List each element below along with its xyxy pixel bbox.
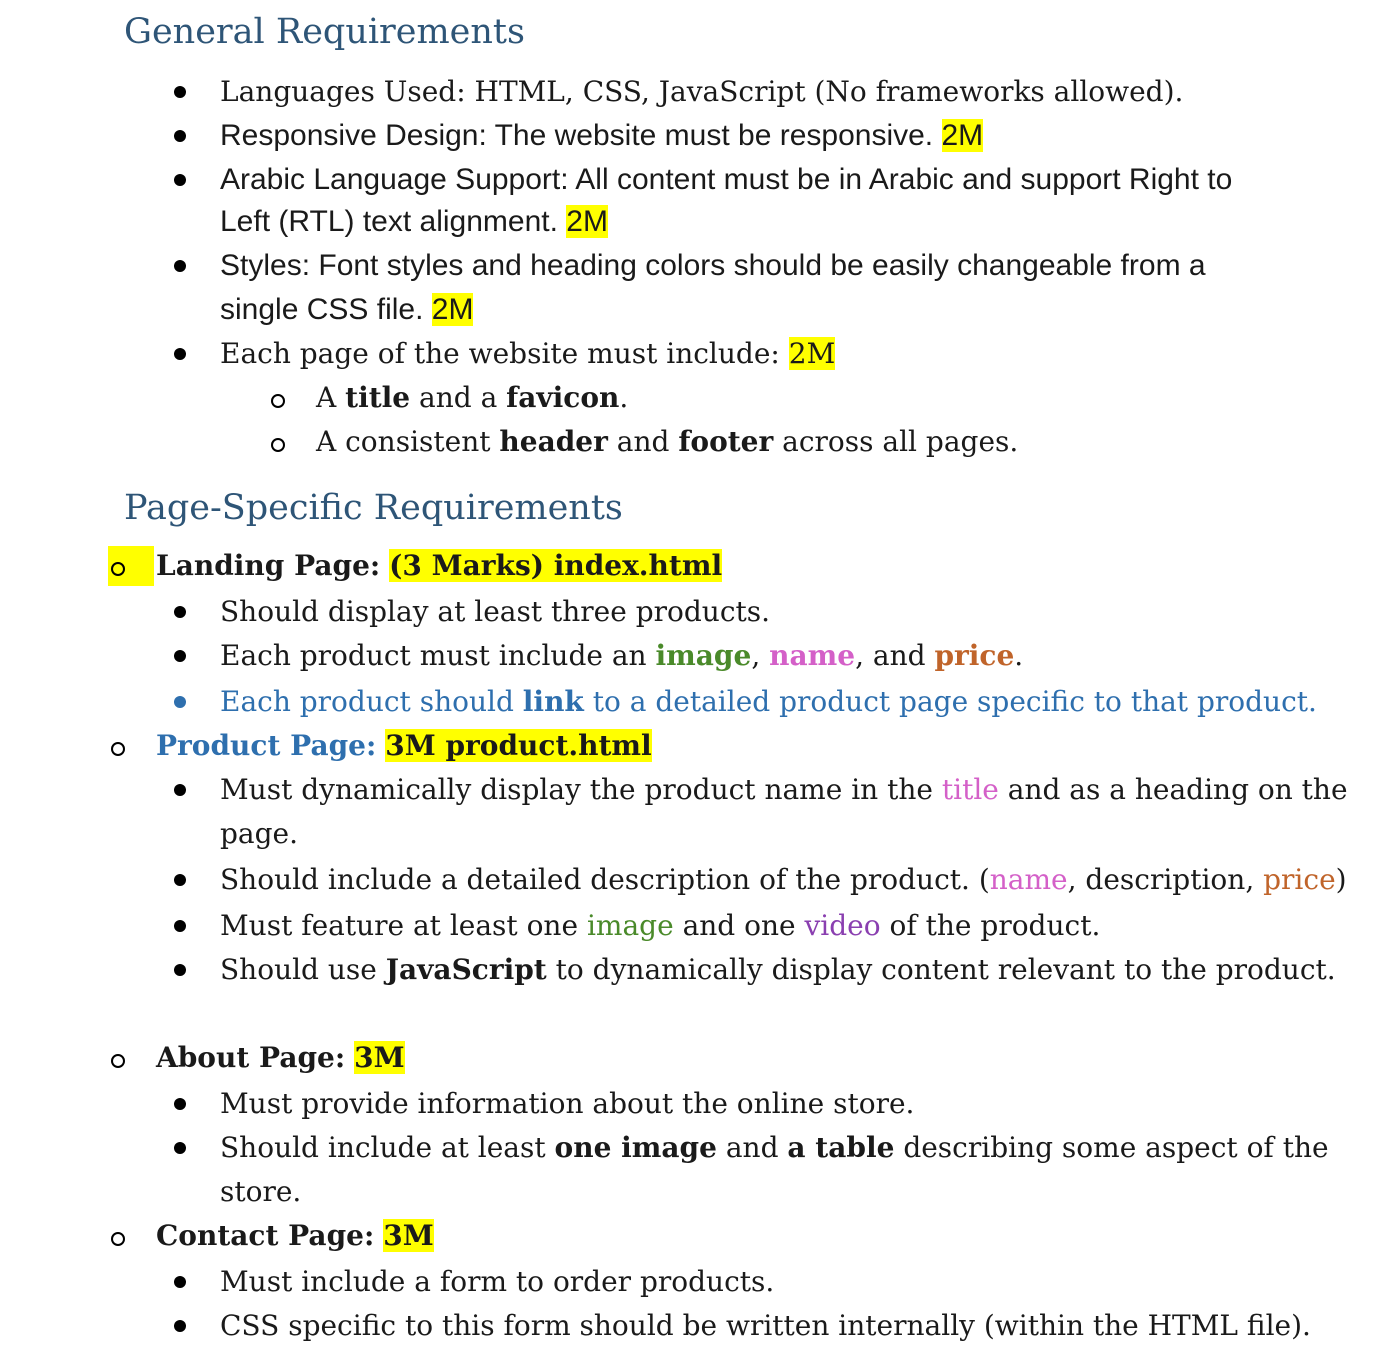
text: A	[316, 381, 337, 414]
text: of the product.	[889, 909, 1101, 942]
bullet-icon	[174, 650, 186, 662]
bullet-icon	[174, 696, 186, 708]
contact-item: Must include a form to order products.	[220, 1265, 775, 1298]
bullet-icon	[174, 174, 186, 186]
contact-item: CSS specific to this form should be written internally (within the HTML file).	[220, 1309, 1311, 1342]
general-requirements-heading: General Requirements	[124, 12, 525, 52]
title-term: title	[345, 381, 411, 414]
section-bullet-icon	[111, 1054, 125, 1068]
text: Each product should	[220, 685, 514, 718]
bullet-icon	[174, 86, 186, 98]
sub-bullet-icon	[271, 438, 285, 452]
landing-item	[220, 636, 1023, 676]
product-item	[220, 950, 1336, 990]
name-term: name	[769, 639, 856, 672]
image-term: image	[586, 909, 674, 942]
text: Should include at least	[220, 1131, 546, 1164]
about-item: Must provide information about the online store.	[220, 1087, 915, 1120]
bullet-icon	[174, 920, 186, 932]
link-term: link	[522, 685, 584, 718]
product-item	[220, 770, 1348, 810]
contact-page-title	[156, 1216, 434, 1256]
each-page-mark: 2M	[788, 337, 836, 370]
landing-label: Landing Page:	[156, 549, 381, 582]
languages-item: Languages Used: HTML, CSS, JavaScript (No frameworks allowed).	[220, 75, 1184, 108]
text: and one	[682, 909, 796, 942]
text: and as a heading on the	[1007, 773, 1348, 806]
text: , and	[855, 639, 926, 672]
each-page-item	[220, 334, 835, 374]
landing-item: Should display at least three products.	[220, 595, 771, 628]
text: and	[616, 425, 670, 458]
bullet-icon	[174, 130, 186, 142]
text: to a detailed product page specific to that product.	[592, 685, 1317, 718]
bullet-icon	[174, 1142, 186, 1154]
about-item-line2: store.	[220, 1175, 302, 1208]
styles-item-line1: Styles: Font styles and heading colors should be easily changeable from a	[220, 249, 1206, 282]
one-image-term: one image	[554, 1131, 717, 1164]
product-mark: 3M product.html	[385, 729, 652, 762]
bullet-icon	[174, 784, 186, 796]
text: to dynamically display content relevant to the product.	[555, 953, 1336, 986]
about-item	[220, 1128, 1329, 1168]
responsive-mark: 2M	[941, 119, 984, 152]
styles-mark: 2M	[431, 293, 474, 326]
product-item	[220, 906, 1100, 946]
text: A consistent	[316, 425, 491, 458]
sub-bullet-icon	[271, 394, 285, 408]
javascript-term: JavaScript	[385, 953, 547, 986]
about-mark: 3M	[354, 1041, 405, 1074]
section-bullet-icon	[111, 742, 125, 756]
header-footer-item	[316, 422, 1018, 462]
bullet-icon	[174, 1098, 186, 1110]
bullet-icon	[174, 348, 186, 360]
name-term: name	[989, 863, 1068, 896]
responsive-text: Responsive Design: The website must be responsive.	[220, 119, 934, 152]
section-bullet-icon	[111, 562, 125, 576]
header-term: header	[499, 425, 608, 458]
bullet-icon	[174, 260, 186, 272]
contact-mark: 3M	[383, 1219, 434, 1252]
styles-item-line2	[220, 290, 473, 330]
price-term: price	[934, 639, 1015, 672]
text: Must feature at least one	[220, 909, 579, 942]
arabic-item-line1: Arabic Language Support: All content must be in Arabic and support Right to	[220, 163, 1233, 196]
text: .	[1014, 639, 1024, 672]
text: .	[619, 381, 629, 414]
product-page-title	[156, 726, 652, 766]
product-item	[220, 860, 1347, 900]
table-term: a table	[787, 1131, 895, 1164]
text: Must dynamically display the product name in the	[220, 773, 933, 806]
contact-label: Contact Page:	[156, 1219, 375, 1252]
styles-text: single CSS file.	[220, 293, 424, 326]
text: Should use	[220, 953, 377, 986]
video-term: video	[804, 909, 881, 942]
text: describing some aspect of the	[903, 1131, 1329, 1164]
bullet-icon	[174, 964, 186, 976]
arabic-text: Left (RTL) text alignment.	[220, 205, 558, 238]
text: across all pages.	[782, 425, 1019, 458]
page-specific-heading: Page-Specific Requirements	[124, 488, 623, 528]
arabic-mark: 2M	[566, 205, 608, 238]
product-item-line2: page.	[220, 817, 299, 850]
product-label: Product Page:	[156, 729, 377, 762]
text: , description,	[1067, 863, 1255, 896]
text: Should include a detailed description of the product. (	[220, 863, 990, 896]
image-term: image	[655, 639, 752, 672]
landing-page-title	[156, 546, 722, 586]
landing-mark: (3 Marks) index.html	[389, 549, 723, 582]
title-favicon-item	[316, 378, 628, 418]
about-label: About Page:	[156, 1041, 346, 1074]
bullet-icon	[174, 606, 186, 618]
text: ,	[751, 639, 761, 672]
responsive-item	[220, 116, 983, 156]
favicon-term: favicon	[506, 381, 620, 414]
landing-item	[220, 682, 1317, 722]
text: and a	[419, 381, 498, 414]
footer-term: footer	[678, 425, 774, 458]
bullet-icon	[174, 1276, 186, 1288]
about-page-title	[156, 1038, 405, 1078]
arabic-item-line2	[220, 202, 608, 242]
title-term: title	[941, 773, 999, 806]
bullet-icon	[174, 1320, 186, 1332]
each-page-text: Each page of the website must include:	[220, 337, 780, 370]
price-term: price	[1263, 863, 1336, 896]
bullet-icon	[174, 874, 186, 886]
text: Each product must include an	[220, 639, 647, 672]
text: and	[725, 1131, 779, 1164]
section-bullet-icon	[111, 1232, 125, 1246]
text: )	[1335, 863, 1347, 896]
